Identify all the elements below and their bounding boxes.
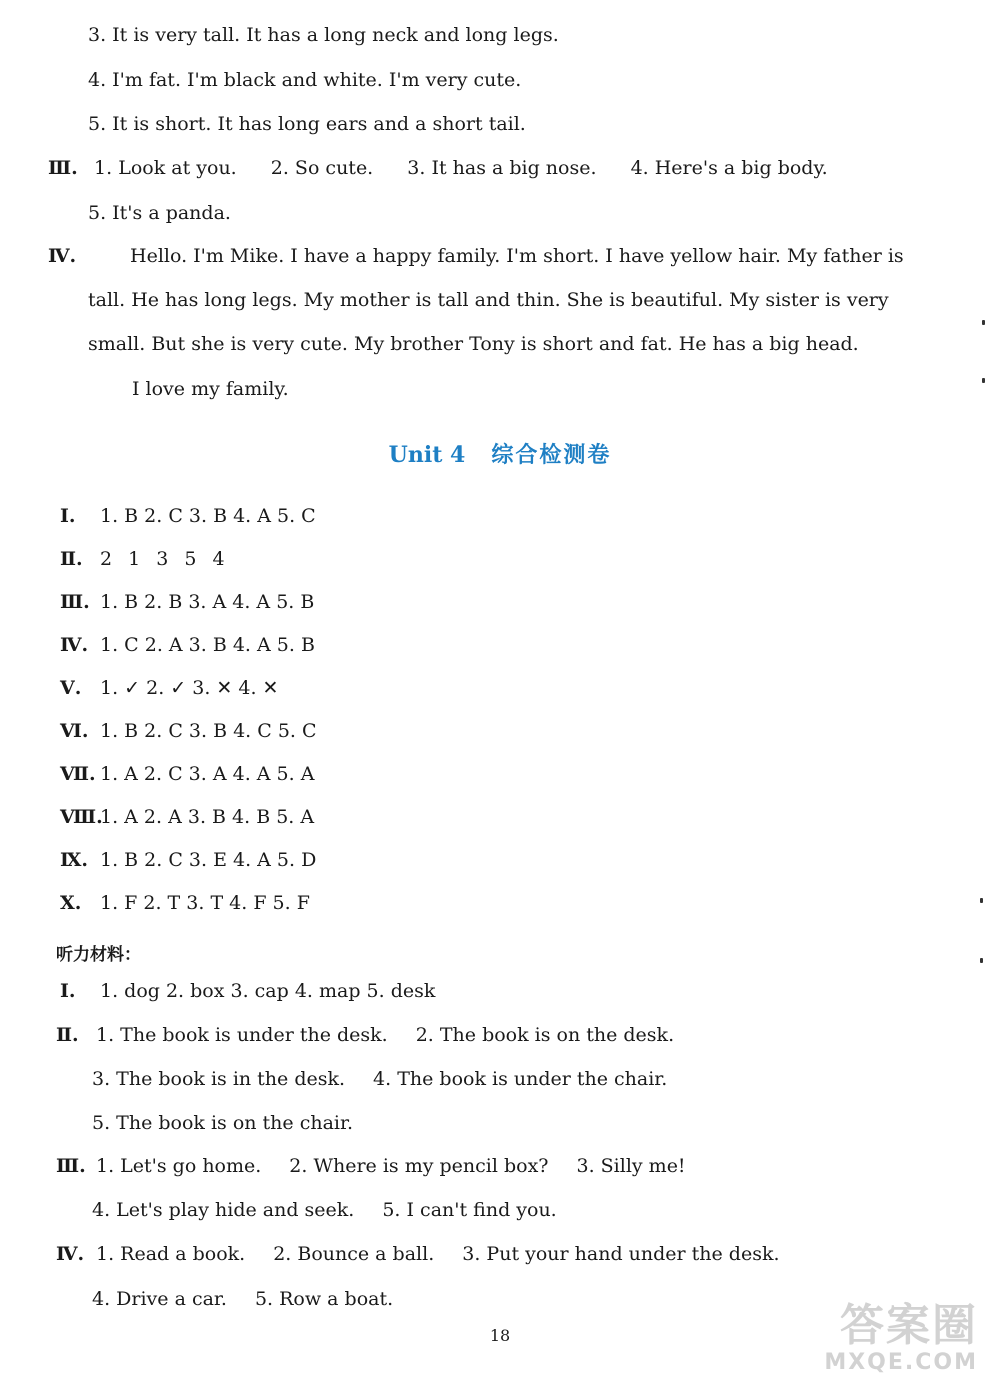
section-iii-row-1 bbox=[48, 157, 828, 179]
watermark-line-2: MXQE.COM bbox=[824, 1350, 978, 1375]
answer-line-4: 4. I'm fat. I'm black and white. I'm very cute. bbox=[88, 69, 522, 91]
answer-line-5: 5. It is short. It has long ears and a short tail. bbox=[88, 113, 526, 135]
listening-heading: 听力材料： bbox=[56, 945, 141, 965]
section-iv-line-4: I love my family. bbox=[132, 378, 289, 400]
section-iii-row-2: 5. It's a panda. bbox=[88, 202, 231, 224]
listening-ii-row-1: Ⅱ. 1. The book is under the desk. 2. The book is on the desk. bbox=[56, 1024, 675, 1046]
answer-row-9: Ⅸ. 1. B 2. C 3. E 4. A 5. D bbox=[60, 849, 317, 871]
answer-row-1: Ⅰ. 1. B 2. C 3. B 4. A 5. C bbox=[60, 505, 316, 527]
scan-speck bbox=[982, 320, 985, 325]
answer-row-5: Ⅴ. 1. ✓ 2. ✓ 3. ✕ 4. ✕ bbox=[60, 677, 279, 699]
listening-iv-row-1: Ⅳ. 1. Read a book. 2. Bounce a ball. 3. Put your hand under the desk. bbox=[56, 1243, 780, 1265]
unit-title-sub: 综合检测卷 bbox=[491, 442, 612, 468]
section-iv-line-2: tall. He has long legs. My mother is tall and thin. She is beautiful. My sister is very bbox=[88, 289, 889, 311]
answer-row-7: Ⅶ. 1. A 2. C 3. A 4. A 5. A bbox=[60, 763, 315, 785]
section-iv-line-3: small. But she is very cute. My brother Tony is short and fat. He has a big head. bbox=[88, 333, 859, 355]
item: 3. It has a big nose. bbox=[407, 157, 597, 179]
listening-iii-row-2: 4. Let's play hide and seek. 5. I can't find you. bbox=[92, 1199, 557, 1221]
answer-row-10: Ⅹ. 1. F 2. T 3. T 4. F 5. F bbox=[60, 892, 310, 914]
unit-title-main: Unit 4 bbox=[388, 442, 466, 468]
scan-speck bbox=[982, 378, 985, 383]
listening-ii-row-2: 3. The book is in the desk. 4. The book is under the chair. bbox=[92, 1068, 668, 1090]
page-number: 18 bbox=[489, 1326, 511, 1345]
answer-row-6: Ⅵ. 1. B 2. C 3. B 4. C 5. C bbox=[60, 720, 317, 742]
section-label: Ⅳ. bbox=[48, 245, 77, 267]
item: 4. Here's a big body. bbox=[630, 157, 828, 179]
listening-iii-row-1: Ⅲ. 1. Let's go home. 2. Where is my pencil box? 3. Silly me! bbox=[56, 1155, 686, 1177]
answer-row-2: Ⅱ. 2 1 3 5 4 bbox=[60, 548, 225, 570]
section-iv-line-1 bbox=[48, 245, 904, 267]
unit-title bbox=[0, 438, 1000, 469]
scan-speck bbox=[980, 958, 983, 963]
item: 2. So cute. bbox=[270, 157, 374, 179]
answer-row-4: Ⅳ. 1. C 2. A 3. B 4. A 5. B bbox=[60, 634, 315, 656]
listening-i: Ⅰ. 1. dog 2. box 3. cap 4. map 5. desk bbox=[60, 980, 436, 1002]
answer-row-8: Ⅷ.1. A 2. A 3. B 4. B 5. A bbox=[60, 806, 315, 828]
listening-iv-row-2: 4. Drive a car. 5. Row a boat. bbox=[92, 1288, 394, 1310]
item: 1. Look at you. bbox=[94, 157, 237, 179]
answer-row-3: Ⅲ. 1. B 2. B 3. A 4. A 5. B bbox=[60, 591, 315, 613]
section-label: Ⅲ. bbox=[48, 157, 78, 179]
paragraph-text: Hello. I'm Mike. I have a happy family. I'm short. I have yellow hair. My father is bbox=[130, 245, 904, 267]
listening-ii-row-3: 5. The book is on the chair. bbox=[92, 1112, 354, 1134]
scan-speck bbox=[980, 898, 983, 903]
watermark-line-1: 答案圈 bbox=[840, 1300, 978, 1351]
watermark-logo bbox=[824, 1302, 978, 1375]
answer-line-3: 3. It is very tall. It has a long neck and long legs. bbox=[88, 24, 559, 46]
